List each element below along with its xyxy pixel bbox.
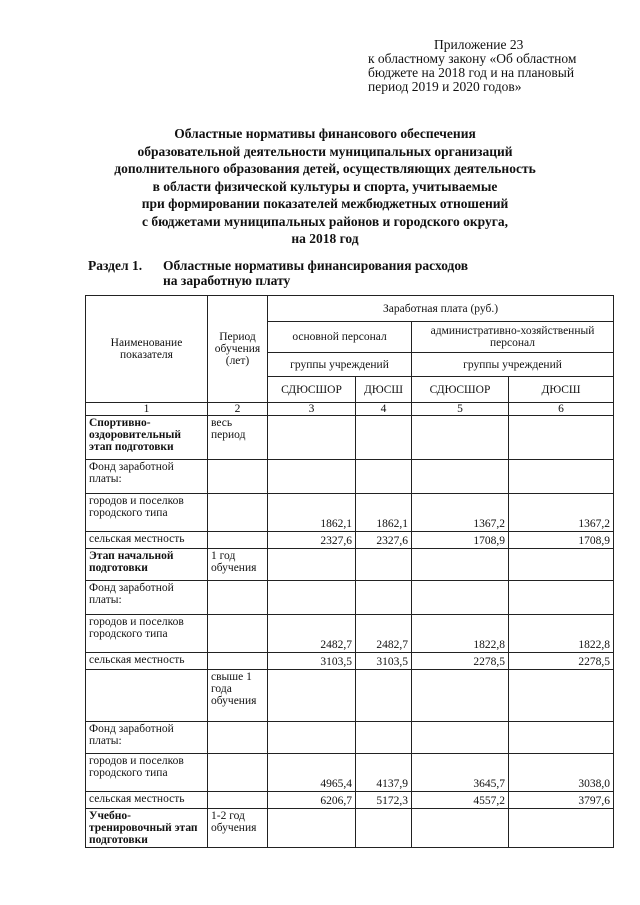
appendix-note bbox=[368, 38, 630, 94]
row-value: 2482,7 bbox=[268, 615, 356, 653]
row-period: весь период bbox=[208, 416, 268, 460]
header-dyussh-main: ДЮСШ bbox=[356, 377, 412, 403]
title-line: образовательной деятельности муниципальных организаций bbox=[137, 143, 513, 159]
header-sdyusshor-main: СДЮСШОР bbox=[268, 377, 356, 403]
table-row bbox=[86, 549, 614, 581]
appendix-line: к областному закону «Об областном bbox=[368, 51, 577, 66]
header-admin-staff: административно-хозяйственный персонал bbox=[412, 322, 614, 353]
row-value bbox=[412, 722, 509, 754]
row-indicator-name: сельская местность bbox=[86, 792, 208, 809]
row-value: 1708,9 bbox=[509, 532, 614, 549]
title-line: Областные нормативы финансового обеспечения bbox=[174, 126, 476, 141]
row-period bbox=[208, 653, 268, 670]
row-period bbox=[208, 615, 268, 653]
row-value bbox=[412, 549, 509, 581]
row-value bbox=[268, 809, 356, 848]
row-value bbox=[509, 670, 614, 722]
row-value: 3103,5 bbox=[268, 653, 356, 670]
row-value bbox=[356, 460, 412, 494]
salary-norms-table bbox=[85, 295, 614, 848]
row-value bbox=[356, 581, 412, 615]
title-line: с бюджетами муниципальных районов и городского округа, bbox=[141, 213, 509, 229]
row-value: 6206,7 bbox=[268, 792, 356, 809]
header-groups-main: группы учреждений bbox=[268, 353, 412, 377]
row-period bbox=[208, 792, 268, 809]
header-salary-group: Заработная плата (руб.) bbox=[268, 296, 614, 322]
row-value bbox=[509, 809, 614, 848]
table-row bbox=[86, 460, 614, 494]
row-value: 1367,2 bbox=[509, 494, 614, 532]
row-value: 2327,6 bbox=[268, 532, 356, 549]
row-period: свыше 1 года обучения bbox=[208, 670, 268, 722]
table-row bbox=[86, 615, 614, 653]
header-indicator-name: Наименование показателя bbox=[86, 296, 208, 403]
title-line: при формировании показателей межбюджетных отношений bbox=[141, 196, 509, 211]
row-period bbox=[208, 754, 268, 792]
row-value: 1862,1 bbox=[356, 494, 412, 532]
row-period bbox=[208, 581, 268, 615]
table-row bbox=[86, 416, 614, 460]
header-dyussh-admin: ДЮСШ bbox=[509, 377, 614, 403]
header-groups-admin: группы учреждений bbox=[412, 353, 614, 377]
table-row bbox=[86, 722, 614, 754]
row-value: 2278,5 bbox=[412, 653, 509, 670]
table-row bbox=[86, 792, 614, 809]
row-period bbox=[208, 494, 268, 532]
section-title-line: на заработную плату bbox=[163, 273, 291, 288]
row-indicator-name: Фонд заработной платы: bbox=[86, 722, 208, 754]
row-value: 4557,2 bbox=[412, 792, 509, 809]
appendix-line: период 2019 и 2020 годов» bbox=[368, 79, 522, 94]
row-value: 1367,2 bbox=[412, 494, 509, 532]
section-title-line: Областные нормативы финансирования расходов bbox=[163, 258, 469, 273]
row-indicator-name bbox=[86, 670, 208, 722]
row-value bbox=[412, 581, 509, 615]
row-value bbox=[509, 549, 614, 581]
row-indicator-name: городов и поселков городского типа bbox=[86, 615, 208, 653]
row-indicator-name: Фонд заработной платы: bbox=[86, 460, 208, 494]
table-row bbox=[86, 653, 614, 670]
row-value: 2278,5 bbox=[509, 653, 614, 670]
row-value bbox=[356, 722, 412, 754]
row-value bbox=[268, 460, 356, 494]
table-body bbox=[86, 416, 614, 848]
row-value bbox=[509, 460, 614, 494]
row-indicator-name: городов и поселков городского типа bbox=[86, 494, 208, 532]
row-value bbox=[268, 581, 356, 615]
row-indicator-name: сельская местность bbox=[86, 532, 208, 549]
section-number: Раздел 1. bbox=[88, 258, 143, 273]
table-row bbox=[86, 581, 614, 615]
row-indicator-name: сельская местность bbox=[86, 653, 208, 670]
column-number: 3 bbox=[268, 403, 356, 416]
row-value bbox=[509, 416, 614, 460]
column-number: 1 bbox=[86, 403, 208, 416]
header-period: Период обучения (лет) bbox=[208, 296, 268, 403]
header-sdyusshor-admin: СДЮСШОР bbox=[412, 377, 509, 403]
title-line: в области физической культуры и спорта, учитываемые bbox=[152, 178, 498, 194]
row-value bbox=[412, 460, 509, 494]
header-main-staff: основной персонал bbox=[268, 322, 412, 353]
row-value: 4965,4 bbox=[268, 754, 356, 792]
row-value: 1708,9 bbox=[412, 532, 509, 549]
row-value bbox=[356, 670, 412, 722]
row-value bbox=[356, 416, 412, 460]
row-indicator-name: Спортивно-оздоровительный этап подготовки bbox=[86, 416, 208, 460]
column-number: 6 bbox=[509, 403, 614, 416]
row-value bbox=[509, 581, 614, 615]
row-period: 1-2 год обучения bbox=[208, 809, 268, 848]
table-row bbox=[86, 754, 614, 792]
row-indicator-name: Фонд заработной платы: bbox=[86, 581, 208, 615]
row-period bbox=[208, 722, 268, 754]
row-value: 5172,3 bbox=[356, 792, 412, 809]
row-value: 1822,8 bbox=[412, 615, 509, 653]
document-title bbox=[70, 125, 580, 248]
table-row bbox=[86, 670, 614, 722]
row-period bbox=[208, 532, 268, 549]
row-value bbox=[268, 670, 356, 722]
row-value bbox=[268, 549, 356, 581]
column-number: 2 bbox=[208, 403, 268, 416]
row-value bbox=[268, 722, 356, 754]
row-indicator-name: городов и поселков городского типа bbox=[86, 754, 208, 792]
row-value: 3103,5 bbox=[356, 653, 412, 670]
row-value: 1862,1 bbox=[268, 494, 356, 532]
title-line: на 2018 год bbox=[291, 231, 359, 246]
column-number: 5 bbox=[412, 403, 509, 416]
row-value bbox=[356, 549, 412, 581]
table-row bbox=[86, 494, 614, 532]
row-value: 3038,0 bbox=[509, 754, 614, 792]
row-value bbox=[268, 416, 356, 460]
row-indicator-name: Этап начальной подготовки bbox=[86, 549, 208, 581]
row-period bbox=[208, 460, 268, 494]
table-row bbox=[86, 809, 614, 848]
row-value: 3797,6 bbox=[509, 792, 614, 809]
row-value: 3645,7 bbox=[412, 754, 509, 792]
row-value bbox=[412, 809, 509, 848]
table-row bbox=[86, 532, 614, 549]
row-value: 2327,6 bbox=[356, 532, 412, 549]
column-number: 4 bbox=[356, 403, 412, 416]
row-indicator-name: Учебно-тренировочный этап подготовки bbox=[86, 809, 208, 848]
title-line: дополнительного образования детей, осуществляющих деятельность bbox=[114, 161, 536, 176]
row-period: 1 год обучения bbox=[208, 549, 268, 581]
row-value bbox=[509, 722, 614, 754]
appendix-line: бюджете на 2018 год и на плановый bbox=[368, 65, 575, 80]
row-value: 1822,8 bbox=[509, 615, 614, 653]
row-value bbox=[412, 670, 509, 722]
row-value: 4137,9 bbox=[356, 754, 412, 792]
row-value bbox=[412, 416, 509, 460]
appendix-line: Приложение 23 bbox=[434, 37, 524, 52]
row-value bbox=[356, 809, 412, 848]
row-value: 2482,7 bbox=[356, 615, 412, 653]
